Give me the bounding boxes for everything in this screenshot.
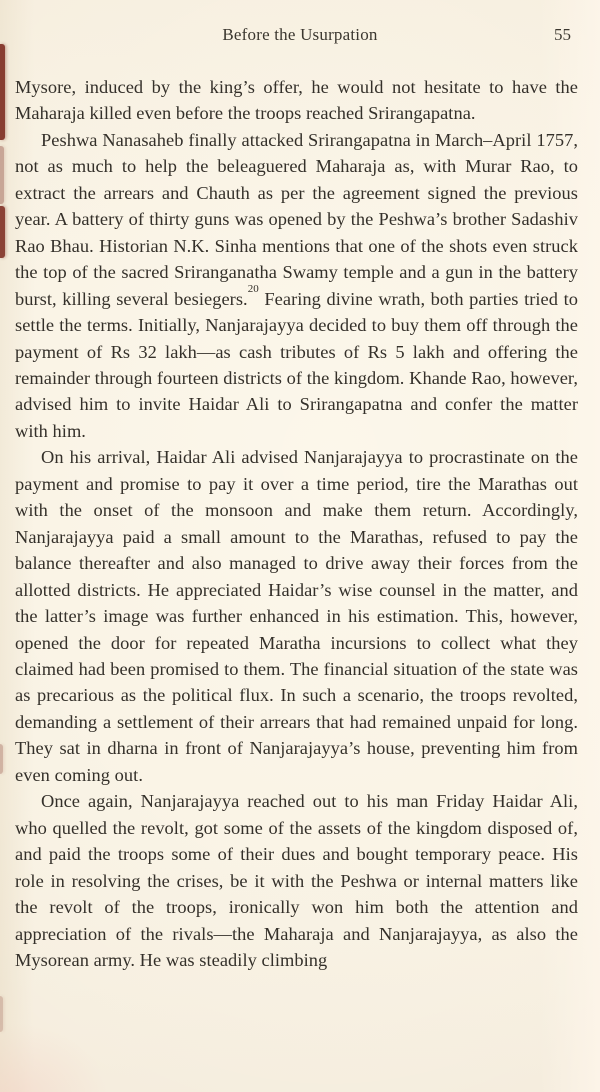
paragraph	[15, 788, 578, 973]
page-edge-artifact	[0, 744, 3, 774]
footnote-reference: 20	[247, 282, 259, 295]
page-edge-artifact	[0, 996, 3, 1032]
paragraph	[15, 74, 578, 127]
paragraph-text: Once again, Nanjarajayya reached out to his man Friday Haidar Ali, who quelled the revolt, got some of the assets of the kingdom disposed of, and paid the troops some of their dues and bought temporary peace. His role in resolving the crises, be it with the Peshwa or internal matters like the revolt of the troops, ironically won him both the attention and appreciation of the rivals—the Maharaja and Nanjarajayya, as also the Mysorean army. He was steadily climbing	[15, 791, 578, 970]
page-number: 55	[554, 25, 571, 44]
page-body	[15, 74, 578, 973]
page-edge-artifact	[0, 206, 5, 258]
paragraph-text: Mysore, induced by the king’s offer, he would not hesitate to have the Maharaja killed even before the troops reached Srirangapatna.	[15, 77, 578, 124]
paragraph-text: Peshwa Nanasaheb finally attacked Srirangapatna in March–April 1757, not as much to help the beleaguered Maharaja as, with Murar Rao, to extract the arrears and Chauth as per the agreement signed the previous year. A battery of thirty guns was opened by the Peshwa’s brother Sadashiv Rao Bhau. Historian N.K. Sinha mentions that one of the shots even struck the top of the sacred Sriranganatha Swamy temple and a gun in the battery burst, killing several besiegers.	[15, 129, 578, 309]
page-edge-artifact	[0, 44, 5, 140]
paragraph-text: Fearing divine wrath, both parties tried to settle the terms. Initially, Nanjarajayya decided to buy them off through the payment of Rs 32 lakh—as cash tributes of Rs 5 lakh and offering the remainder through fourteen districts of the kingdom. Khande Rao, however, advised him to invite Haidar Ali to Srirangapatna and confer the matter with him.	[15, 288, 578, 441]
paragraph	[15, 127, 578, 444]
running-header: Before the Usurpation	[222, 25, 378, 44]
page-edge-artifact	[0, 146, 4, 204]
paragraph-text: On his arrival, Haidar Ali advised Nanjarajayya to procrastinate on the payment and promise to pay it over a time period, tire the Marathas out with the onset of the monsoon and make them return. Accordingly, Nanjarajayya paid a small amount to the Marathas, refused to pay the balance thereafter and also managed to drive away their forces from the allotted districts. He appreciated Haidar’s wise counsel in the matter, and the latter’s image was further enhanced in his estimation. This, however, opened the door for repeated Maratha incursions to collect what they claimed had been promised to them. The financial situation of the state was as precarious as the political flux. In such a scenario, the troops revolted, demanding a settlement of their arrears that had remained unpaid for long. They sat in dharna in front of Nanjarajayya’s house, preventing him from even coming out.	[15, 447, 578, 785]
paragraph	[15, 444, 578, 788]
